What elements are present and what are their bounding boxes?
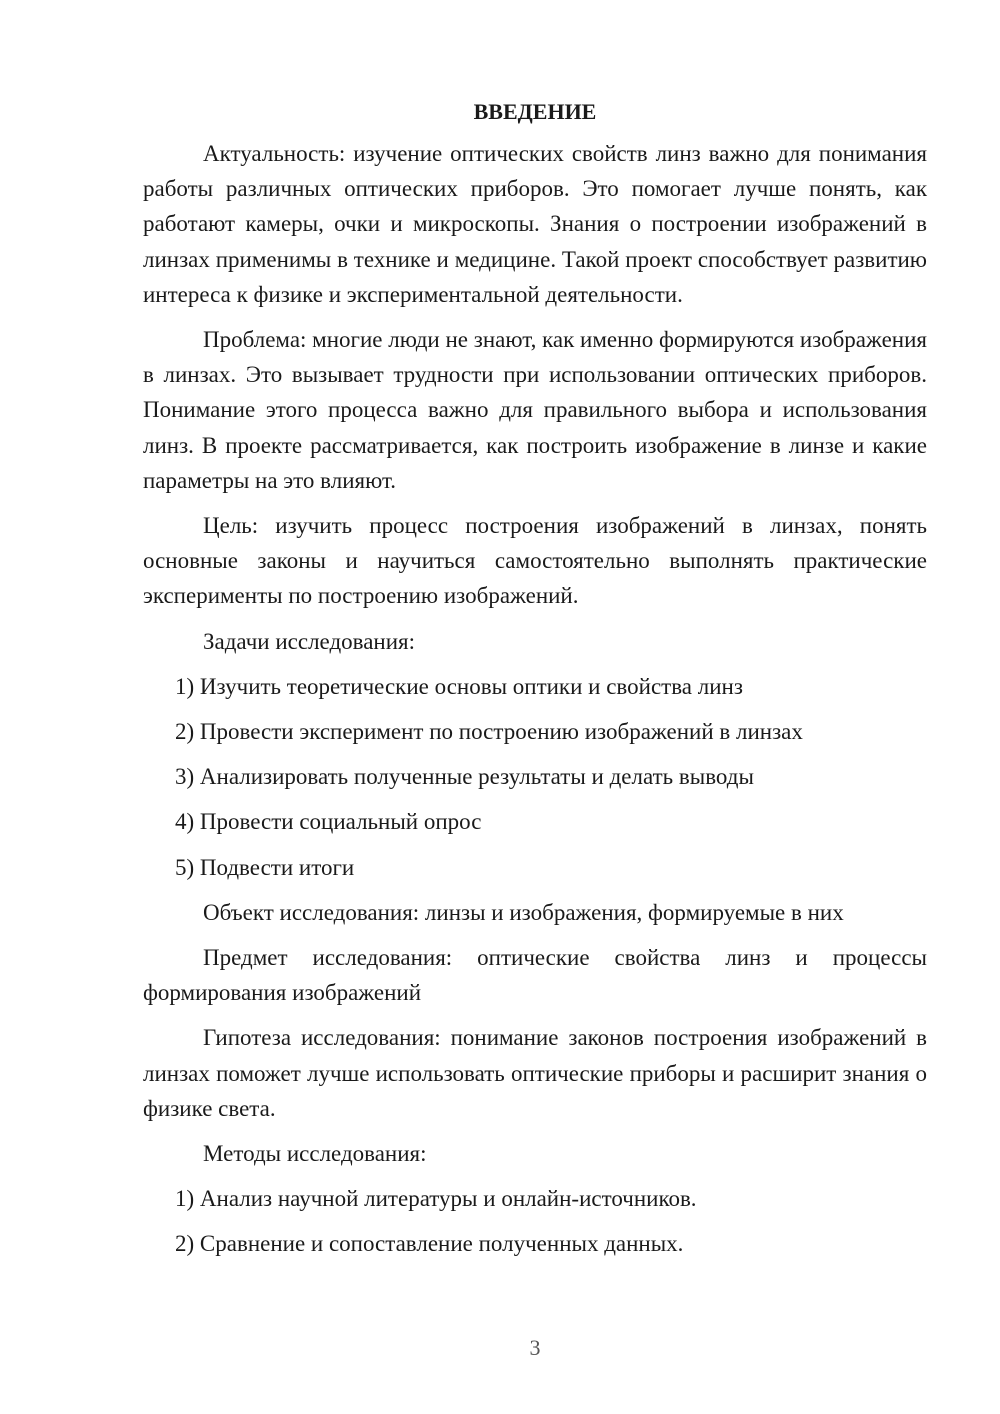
object-paragraph: Объект исследования: линзы и изображения, формируемые в них <box>203 899 844 925</box>
method-item: 2) Сравнение и сопоставление полученных данных. <box>175 1231 684 1257</box>
task-item: 3) Анализировать полученные результаты и делать выводы <box>175 764 754 790</box>
methods-heading: Методы исследования: <box>203 1141 427 1167</box>
task-item: 5) Подвести итоги <box>175 854 355 880</box>
page-content <box>143 94 927 1272</box>
task-item: 1) Изучить теоретические основы оптики и свойства линз <box>175 673 743 699</box>
hypothesis-paragraph: Гипотеза исследования: понимание законов построения изображений в линзах поможет лучше использовать оптические приборы и расширит знания о физике света. <box>143 1025 927 1121</box>
task-item: 4) Провести социальный опрос <box>175 809 482 835</box>
task-item: 2) Провести эксперимент по построению изображений в линзах <box>175 719 803 745</box>
goal-paragraph: Цель: изучить процесс построения изображений в линзах, понять основные законы и научиться самостоятельно выполнять практические эксперименты по построению изображений. <box>143 513 927 609</box>
section-title: ВВЕДЕНИЕ <box>473 99 597 124</box>
method-item: 1) Анализ научной литературы и онлайн-источников. <box>175 1186 697 1212</box>
relevance-paragraph: Актуальность: изучение оптических свойств линз важно для понимания работы различных оптических приборов. Это помогает лучше понять, как работают камеры, очки и микроскопы. Знания о построении изображений в линзах применимы в технике и медицине. Такой проект способствует развитию интереса к физике и экспериментальной деятельности. <box>143 141 927 307</box>
subject-paragraph: Предмет исследования: оптические свойства линз и процессы формирования изображений <box>143 945 927 1006</box>
tasks-heading: Задачи исследования: <box>203 628 416 654</box>
page-number: 3 <box>529 1335 541 1360</box>
problem-paragraph: Проблема: многие люди не знают, как именно формируются изображения в линзах. Это вызывает трудности при использовании оптических приборов. Понимание этого процесса важно для правильного выбора и использования линз. В проекте рассматривается, как построить изображение в линзе и какие параметры на это влияют. <box>143 327 927 493</box>
